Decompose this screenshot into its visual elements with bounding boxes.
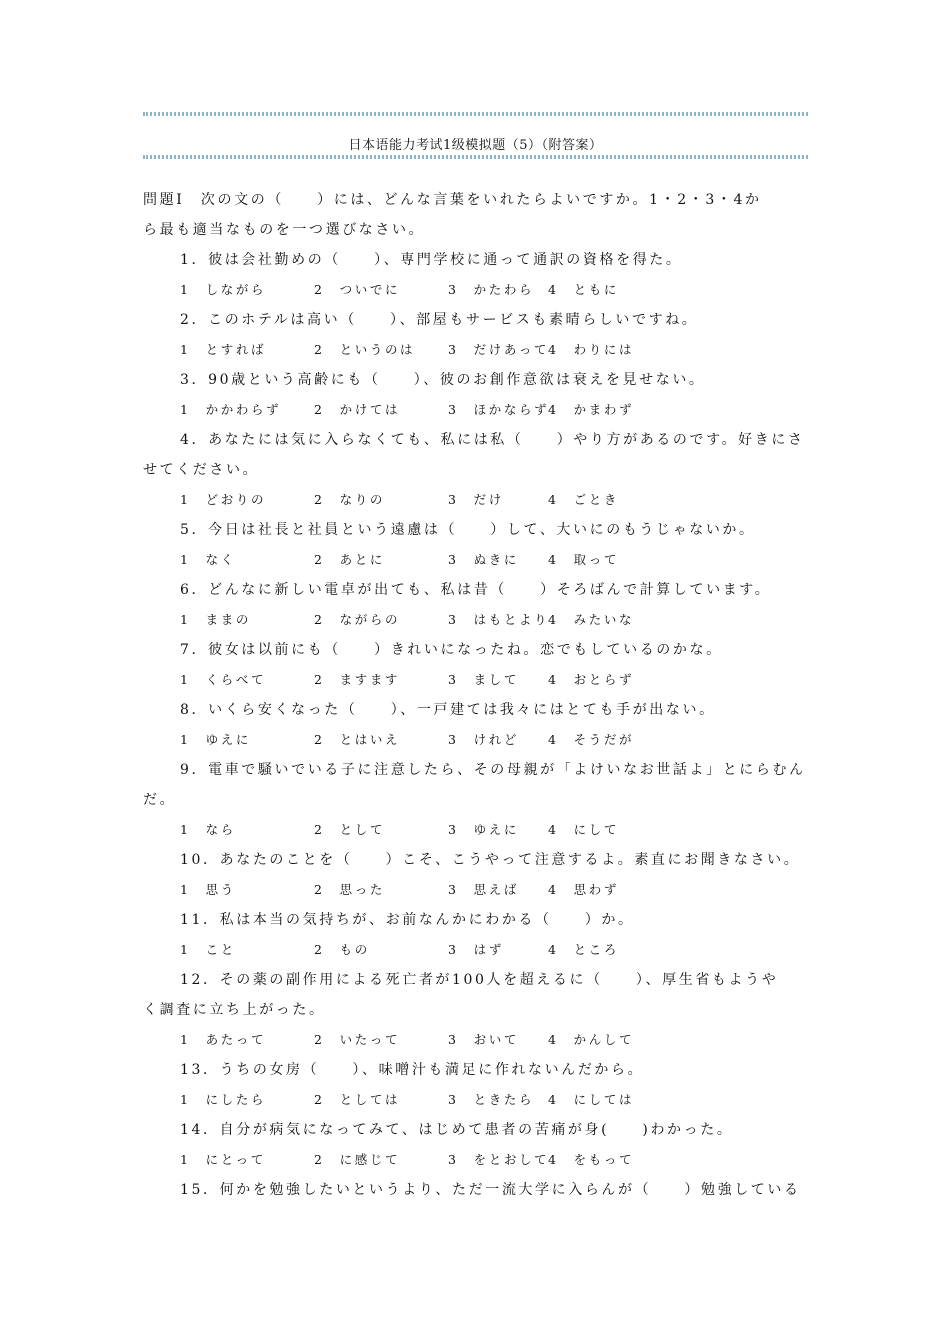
question-text: 5．今日は社長と社員という遠慮は（ ）して、大いにのもうじゃないか。 [180,522,756,538]
answer-option: 3 けれど [448,732,519,747]
answer-option: 1 思う [180,882,236,897]
answer-option: 3 おいて [448,1032,519,1047]
answer-option: 2 かけては [314,402,401,417]
question-text: 6．どんなに新しい電卓が出ても、私は昔（ ）そろばんで計算しています。 [180,582,772,598]
answer-option: 1 なら [180,822,236,837]
answer-option: 4 ごとき [548,492,619,507]
answer-option: 2 ながらの [314,612,401,627]
answer-option: 2 思った [314,882,385,897]
answer-option: 2 というのは [314,342,416,357]
answer-option: 3 だけあって [448,342,550,357]
question-text: 4．あなたには気に入らなくても、私には私（ ）やり方があるのです。好きにさ [180,432,805,448]
answer-option: 3 はず [448,942,504,957]
question-text: 7．彼女は以前にも（ ）きれいになったね。恋でもしているのかな。 [180,642,723,658]
answer-option: 2 に感じて [314,1152,401,1167]
answer-option: 4 そうだが [548,732,635,747]
answer-option: 4 思わず [548,882,619,897]
answer-option: 2 なりの [314,492,385,507]
answer-option: 3 はもとより [448,612,550,627]
question-text: 3．90歳という高齢にも（ ）、彼のお創作意欲は衰えを見せない。 [180,372,706,388]
document-title: 日本语能力考试1级模拟题（5）（附答案） [348,138,603,153]
answer-option: 1 どおりの [180,492,267,507]
answer-option: 2 あとに [314,552,385,567]
answer-option: 3 ぬきに [448,552,519,567]
question-text: 15．何かを勉強したいというより、ただ一流大学に入らんが（ ）勉強している [180,1182,801,1198]
question-text: 2．このホテルは高い（ ）、部屋もサービスも素晴らしいですね。 [180,312,699,328]
answer-option: 1 にしたら [180,1092,267,1107]
question-text-continued: く調査に立ち上がった。 [143,1002,326,1018]
question-text: 10．あなたのことを（ ）こそ、こうやって注意するよ。素直にお聞きなさい。 [180,852,801,868]
answer-option: 4 おとらず [548,672,635,687]
answer-option: 4 かんして [548,1032,635,1047]
answer-option: 1 とすれば [180,342,267,357]
question-text: 13．うちの女房（ ）、味噌汁も満足に作れないんだから。 [180,1062,645,1078]
answer-option: 4 みたいな [548,612,635,627]
question-text: 8．いくら安くなった（ ）、一戸建ては我々にはとても手が出ない。 [180,702,716,718]
answer-option: 4 わりには [548,342,635,357]
answer-option: 3 ほかならず [448,402,550,417]
answer-option: 4 取って [548,552,619,567]
answer-option: 1 こと [180,942,236,957]
instruction-line: 問題Ⅰ 次の文の（ ）には、どんな言葉をいれたらよいですか。1・2・3・4か [143,192,762,208]
answer-option: 3 だけ [448,492,504,507]
answer-option: 1 あたって [180,1032,267,1047]
answer-option: 1 くらべて [180,672,267,687]
answer-option: 4 にして [548,822,619,837]
answer-option: 2 もの [314,942,370,957]
answer-option: 1 かかわらず [180,402,282,417]
answer-option: 4 ともに [548,282,619,297]
answer-option: 4 にしては [548,1092,635,1107]
answer-option: 2 としては [314,1092,401,1107]
answer-option: 1 ゆえに [180,732,251,747]
question-text: 1．彼は会社勤めの（ ）、専門学校に通って通訳の資格を得た。 [180,252,683,268]
answer-option: 2 ますます [314,672,401,687]
question-text-continued: せてください。 [143,462,260,478]
answer-option: 1 ままの [180,612,251,627]
answer-option: 4 をもって [548,1152,635,1167]
question-text: 11．私は本当の気持ちが、お前なんかにわかる（ ）か。 [180,912,635,928]
answer-option: 1 なく [180,552,236,567]
answer-option: 4 かまわず [548,402,635,417]
answer-option: 2 いたって [314,1032,401,1047]
question-text: 14．自分が病気になってみて、はじめて患者の苦痛が身( )わかった。 [180,1122,734,1138]
header-rule-bottom [143,155,808,159]
answer-option: 3 思えば [448,882,519,897]
answer-option: 3 ゆえに [448,822,519,837]
question-text: 12．その薬の副作用による死亡者が100人を超えるに（ ）、厚生省もようや [180,972,779,988]
header-rule-top [143,112,808,116]
answer-option: 2 として [314,822,385,837]
answer-option: 3 をとおして [448,1152,550,1167]
instruction-line: ら最も適当なものを一つ選びなさい。 [143,222,426,238]
answer-option: 1 しながら [180,282,267,297]
question-text: 9．電車で騒いでいる子に注意したら、その母親が「よけいなお世話よ」とにらむん [180,762,806,778]
answer-option: 2 とはいえ [314,732,401,747]
question-text-continued: だ。 [143,792,177,808]
answer-option: 3 ときたら [448,1092,535,1107]
answer-option: 3 かたわら [448,282,535,297]
answer-option: 4 ところ [548,942,619,957]
answer-option: 2 ついでに [314,282,401,297]
answer-option: 1 にとって [180,1152,266,1167]
answer-option: 3 まして [448,672,519,687]
